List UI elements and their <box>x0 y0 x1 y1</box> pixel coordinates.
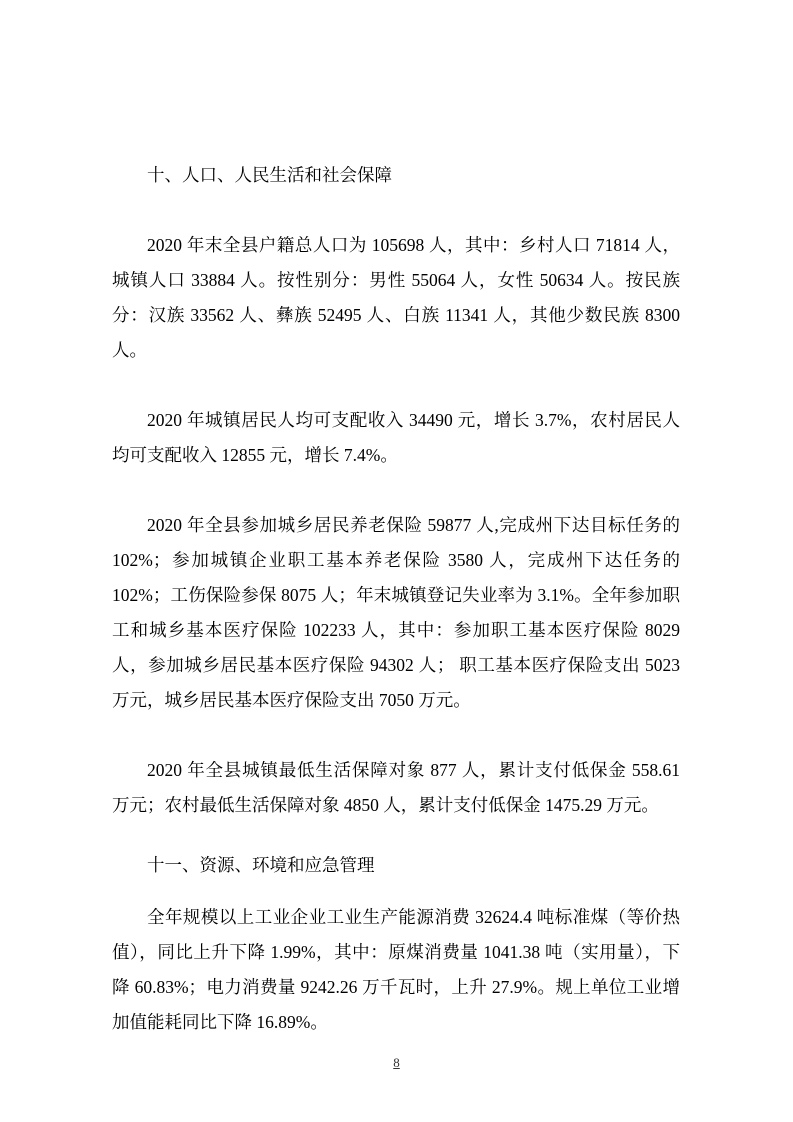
paragraph: 2020 年全县城镇最低生活保障对象 877 人，累计支付低保金 558.61 万元；农村最低生活保障对象 4850 人，累计支付低保金 1475.29 万元。 <box>112 760 680 815</box>
section-heading: 十、人口、人民生活和社会保障 <box>147 165 392 185</box>
paragraph: 2020 年全县参加城乡居民养老保险 59877 人,完成州下达目标任务的 102%；参加城镇企业职工基本养老保险 3580 人，完成州下达任务的 102%；工伤保险参保 8075 人；年末城镇登记失业率为 3.1%。全年参加职工和城乡基本医疗保险 102233 人，其中：参加职工基本医疗保险 8029 人，参加城乡居民基本医疗保险 94302 人； 职工基本医疗保险支出 5023 万元，城乡居民基本医疗保险支出 7050 万元。 <box>112 515 680 710</box>
section-resources-environment <box>112 848 680 1040</box>
page-number: 8 <box>393 1055 400 1070</box>
paragraph: 全年规模以上工业企业工业生产能源消费 32624.4 吨标准煤（等价热值），同比上升下降 1.99%，其中：原煤消费量 1041.38 吨（实用量），下降 60.83%；电力消费量 9242.26 万千瓦时，上升 27.9%。规上单位工业增加值能耗同比下降 16.89%。 <box>112 907 680 1032</box>
paragraph: 2020 年末全县户籍总人口为 105698 人，其中：乡村人口 71814 人，城镇人口 33884 人。按性别分：男性 55064 人，女性 50634 人。按民族分：汉族 33562 人、彝族 52495 人、白族 11341 人，其他少数民族 8300 人。 <box>112 235 680 360</box>
section-heading: 十一、资源、环境和应急管理 <box>147 855 375 875</box>
paragraph: 2020 年城镇居民人均可支配收入 34490 元，增长 3.7%，农村居民人均可支配收入 12855 元，增长 7.4%。 <box>112 410 680 465</box>
section-population-livelihood <box>112 158 680 823</box>
document-content <box>112 158 680 1075</box>
